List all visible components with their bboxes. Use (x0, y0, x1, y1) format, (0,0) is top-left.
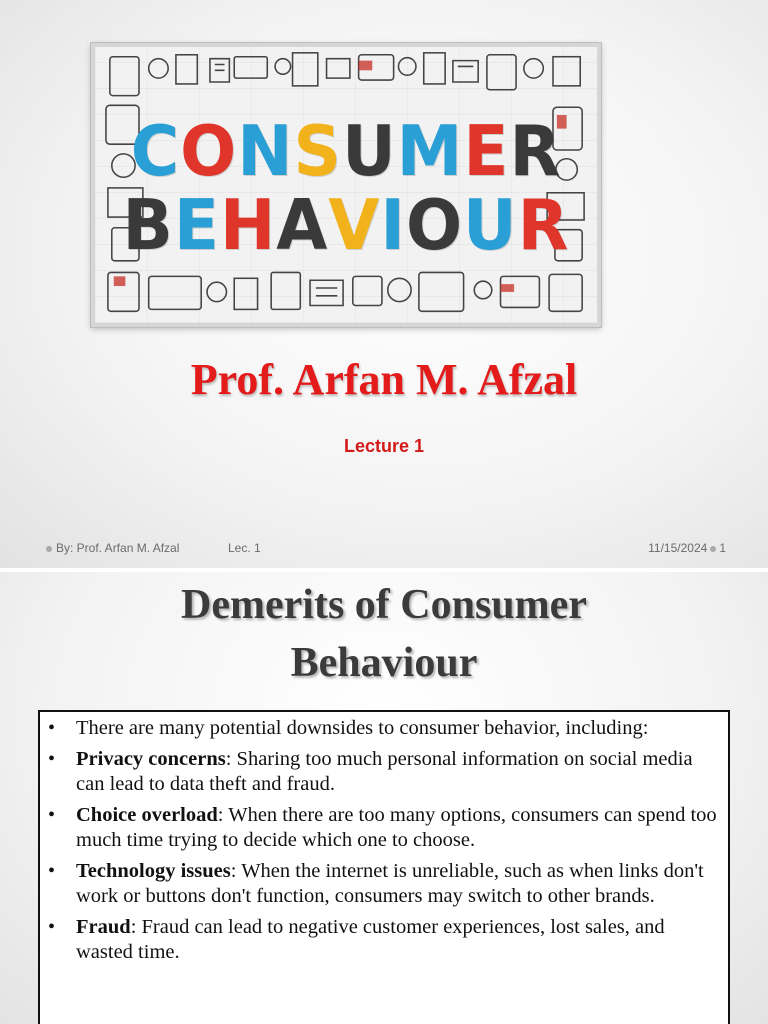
footer-author-text: By: Prof. Arfan M. Afzal (56, 541, 180, 555)
bullet-text: : Sharing too much personal information on social media can lead to data theft and fraud. (76, 748, 693, 795)
behaviour-letter: R (517, 185, 570, 266)
list-item (46, 747, 718, 797)
list-item (46, 716, 718, 741)
bullet-heading: Privacy concerns (76, 748, 226, 770)
consumer-letter: S (293, 111, 343, 192)
slide-title (0, 576, 768, 692)
bullet-dot-icon (46, 546, 52, 552)
list-item (46, 803, 718, 853)
bullet-list (46, 716, 718, 965)
behaviour-letter: U (463, 185, 518, 266)
bullet-heading: Choice overload (76, 804, 218, 826)
banner-word-consumer (95, 111, 597, 192)
banner-word-behaviour (95, 185, 597, 266)
behaviour-letter: E (173, 185, 220, 266)
bullet-text: : When the internet is unreliable, such as when links don't work or buttons don't function, consumers may switch to other brands. (76, 860, 704, 907)
bullet-heading: Fraud (76, 916, 131, 938)
footer-date-page (648, 541, 726, 555)
behaviour-letter: B (122, 185, 174, 266)
bullet-content-box (38, 710, 730, 1024)
consumer-letter: M (396, 111, 464, 192)
consumer-letter: U (342, 111, 397, 192)
footer-date: 11/15/2024 (648, 541, 708, 555)
bullet-text: : When there are too many options, consumers can spend too much time trying to decide which one to choose. (76, 804, 717, 851)
presenter-name: Prof. Arfan M. Afzal (190, 355, 578, 404)
footer-page-number: 1 (719, 541, 726, 555)
behaviour-letter: A (276, 185, 329, 266)
consumer-letter: N (237, 111, 294, 192)
slide-title-line1: Demerits of Consumer (181, 582, 587, 628)
lecture-number: Lecture 1 (343, 436, 425, 456)
list-item (46, 915, 718, 965)
slide-footer (0, 540, 768, 558)
consumer-behaviour-banner (91, 43, 601, 327)
behaviour-letter: H (219, 185, 277, 266)
footer-lecture: Lec. 1 (228, 541, 261, 555)
bullet-text: There are many potential downsides to consumer behavior, including: (76, 717, 649, 739)
bullet-text: : Fraud can lead to negative customer experiences, lost sales, and wasted time. (76, 916, 665, 963)
consumer-letter: C (130, 111, 181, 192)
bullet-heading: Technology issues (76, 860, 231, 882)
behaviour-letter: O (405, 185, 464, 266)
behaviour-letter: I (380, 185, 406, 266)
demerits-slide (0, 572, 768, 1024)
slide-title-line2: Behaviour (290, 640, 478, 686)
behaviour-letter: V (328, 185, 381, 266)
consumer-letter: O (180, 111, 238, 192)
footer-author (46, 541, 179, 555)
list-item (46, 859, 718, 909)
consumer-letter: R (509, 111, 562, 192)
bullet-dot-icon (710, 546, 716, 552)
consumer-letter: E (463, 111, 510, 192)
